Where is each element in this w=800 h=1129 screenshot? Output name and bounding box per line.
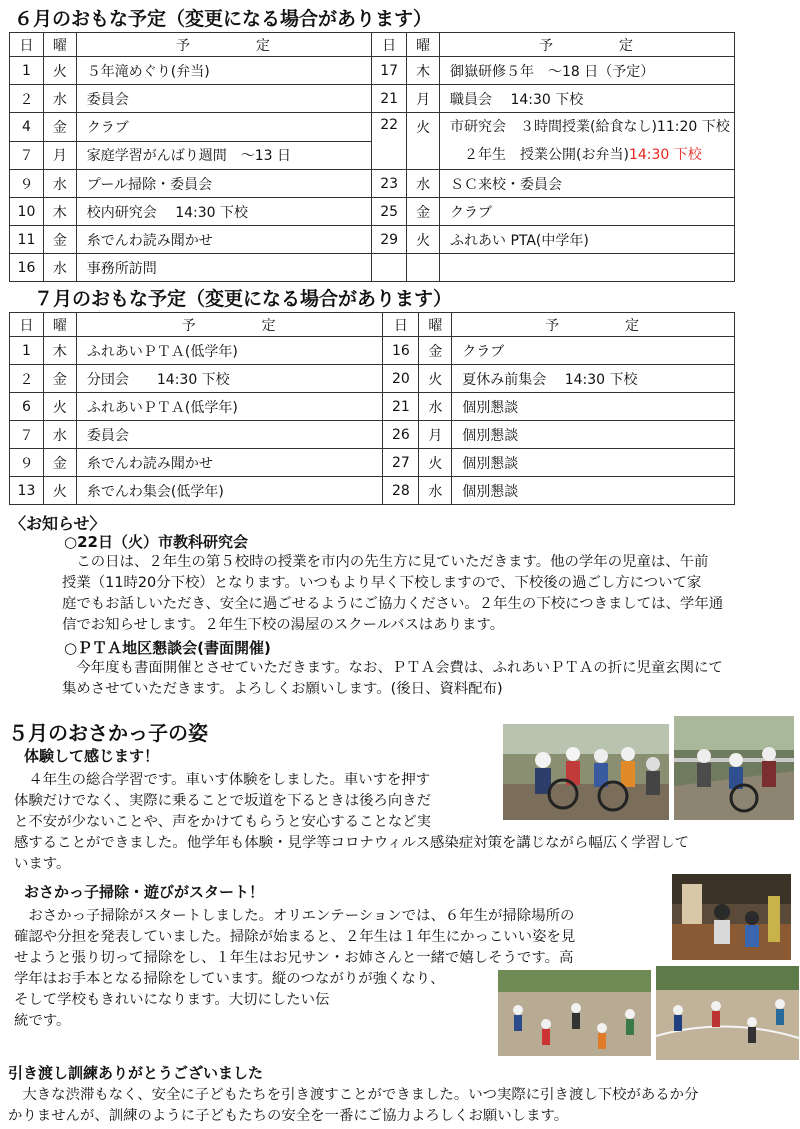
- event-cell: ふれあいＰＴＡ(低学年): [76, 393, 383, 421]
- june-heading: ６月のおもな予定（変更になる場合があります）: [14, 8, 433, 30]
- wheelchair-slope-photo: [674, 716, 794, 820]
- event-cell: 御嶽研修５年 ～18 日（予定）: [440, 57, 735, 85]
- cleaning-photo: [672, 874, 791, 960]
- event-cell: 家庭学習がんばり週間 ～13 日: [76, 141, 371, 170]
- may-heading: ５月のおさかっ子の姿: [8, 721, 208, 745]
- table-row: [10, 113, 735, 142]
- text-line: と不安が少ないことや、声をかけてもらうと安心することなど実: [14, 814, 432, 830]
- event-cell: 糸でんわ集会(低学年): [76, 477, 383, 505]
- event-cell: クラブ: [76, 113, 371, 142]
- event-cell: 個別懇談: [452, 421, 735, 449]
- weekday-cell: 木: [43, 337, 76, 365]
- event-cell: ５年滝めぐり(弁当): [76, 57, 371, 85]
- day-cell: 23: [372, 170, 407, 198]
- day-cell: 1: [10, 337, 44, 365]
- weekday-cell: 木: [43, 198, 76, 226]
- text-line: ４年生の総合学習です。車いす体験をしました。車いすを押す: [14, 772, 431, 788]
- day-cell: 25: [372, 198, 407, 226]
- header-plan: 予 定: [76, 33, 371, 57]
- text-line: おさかっ子掃除がスタートしました。オリエンテーションでは、６年生が掃除場所の: [14, 908, 575, 924]
- day-cell: 26: [383, 421, 419, 449]
- header-day: 日: [10, 313, 44, 337]
- day-cell: 11: [10, 226, 44, 254]
- text-line: せようと張り切って掃除をし、１年生はお兄サン・お姉さんと一緒で嬉しそうです。高: [14, 950, 574, 966]
- header-day: 日: [383, 313, 419, 337]
- table-row: [10, 365, 735, 393]
- may-section3-title: 引き渡し訓練ありがとうございました: [8, 1064, 264, 1082]
- event-text: ２年生 授業公開(お弁当): [450, 147, 629, 163]
- table-row: [10, 393, 735, 421]
- may-section1-title: 体験して感じます！: [24, 747, 160, 765]
- weekday-cell: 火: [43, 477, 76, 505]
- weekday-cell: 水: [43, 85, 76, 113]
- table-header-row: [10, 33, 735, 57]
- table-row: [10, 254, 735, 282]
- event-line: 市研究会 ３時間授業(給食なし)11:20 下校: [450, 119, 730, 135]
- event-cell: [440, 254, 735, 282]
- text-line: 信でお知らせします。２年生下校の湯屋のスクールバスはあります。: [62, 617, 505, 633]
- playground-photo: [498, 970, 651, 1056]
- event-cell: 個別懇談: [452, 477, 735, 505]
- july-heading: ７月のおもな予定（変更になる場合があります）: [34, 288, 453, 310]
- text-line: 確認や分担を発表していました。掃除が始まると、２年生は１年生にかっこいい姿を見: [14, 929, 576, 945]
- notice-title: 〈お知らせ〉: [10, 514, 106, 533]
- may-section3-body: [8, 1085, 698, 1127]
- weekday-cell: 火: [43, 57, 76, 85]
- weekday-cell: 金: [419, 337, 452, 365]
- table-row: [10, 337, 735, 365]
- may-section2-title: おさかっ子掃除・遊びがスタート！: [24, 883, 265, 901]
- weekday-cell: 火: [43, 393, 76, 421]
- event-cell: 個別懇談: [452, 449, 735, 477]
- day-cell: 21: [383, 393, 419, 421]
- table-row: [10, 226, 735, 254]
- event-cell: 校内研究会 14:30 下校: [76, 198, 371, 226]
- text-line: 集めさせていただきます。よろしくお願いします。(後日、資料配布): [62, 681, 503, 697]
- event-time-highlight: 14:30 下校: [628, 147, 702, 163]
- day-cell: 16: [383, 337, 419, 365]
- weekday-cell: 水: [43, 170, 76, 198]
- day-cell: 1: [10, 57, 44, 85]
- weekday-cell: 木: [407, 57, 440, 85]
- weekday-cell: 月: [43, 141, 76, 170]
- event-cell: クラブ: [452, 337, 735, 365]
- day-cell: ７: [10, 421, 44, 449]
- weekday-cell: 月: [407, 85, 440, 113]
- may-section2-body: [14, 906, 575, 1032]
- table-row: [10, 421, 735, 449]
- text-line: 今年度も書面開催とさせていただきます。なお、ＰＴＡ会費は、ふれあいＰＴＡの折に児童玄関にて: [62, 660, 723, 676]
- event-cell: 委員会: [76, 85, 371, 113]
- header-weekday: 曜: [407, 33, 440, 57]
- event-cell: 糸でんわ読み聞かせ: [76, 226, 371, 254]
- event-line: [450, 141, 734, 169]
- text-line: 大きな渋滞もなく、安全に子どもたちを引き渡すことができました。いつ実際に引き渡し下校があるか分: [8, 1087, 699, 1103]
- day-cell: 10: [10, 198, 44, 226]
- header-weekday: 曜: [43, 313, 76, 337]
- day-cell: 13: [10, 477, 44, 505]
- playground-photo-2: [656, 966, 799, 1060]
- day-cell: 4: [10, 113, 44, 142]
- weekday-cell: 水: [407, 170, 440, 198]
- weekday-cell: 火: [407, 113, 440, 170]
- event-cell: ふれあいＰＴＡ(低学年): [76, 337, 383, 365]
- weekday-cell: 金: [43, 365, 76, 393]
- day-cell: 16: [10, 254, 44, 282]
- header-day: 日: [10, 33, 44, 57]
- header-day: 日: [372, 33, 407, 57]
- table-header-row: [10, 313, 735, 337]
- notice-item2-title: ○ＰＴＡ地区懇談会(書面開催): [64, 639, 271, 657]
- header-plan: 予 定: [440, 33, 735, 57]
- day-cell: 17: [372, 57, 407, 85]
- event-cell: 職員会 14:30 下校: [440, 85, 735, 113]
- day-cell: 20: [383, 365, 419, 393]
- weekday-cell: 月: [419, 421, 452, 449]
- weekday-cell: 火: [419, 365, 452, 393]
- header-plan: 予 定: [452, 313, 735, 337]
- text-line: 庭でもお話しいただき、安全に過ごせるようにご協力ください。２年生の下校につきましては、学年通: [62, 596, 724, 612]
- weekday-cell: 金: [407, 198, 440, 226]
- day-cell: ２: [10, 365, 44, 393]
- june-schedule-table: [9, 32, 735, 282]
- table-row: [10, 170, 735, 198]
- weekday-cell: 水: [419, 477, 452, 505]
- event-cell: ふれあい PTA(中学年): [440, 226, 735, 254]
- weekday-cell: 水: [419, 393, 452, 421]
- weekday-cell: 水: [43, 254, 76, 282]
- event-cell: ＳＣ来校・委員会: [440, 170, 735, 198]
- weekday-cell: 火: [419, 449, 452, 477]
- header-weekday: 曜: [419, 313, 452, 337]
- event-cell: クラブ: [440, 198, 735, 226]
- july-schedule-table: [9, 312, 735, 505]
- event-cell: プール掃除・委員会: [76, 170, 371, 198]
- day-cell: ９: [10, 449, 44, 477]
- day-cell: ７: [10, 141, 44, 170]
- weekday-cell: 水: [43, 421, 76, 449]
- wheelchair-photo: [503, 724, 669, 820]
- event-cell: 夏休み前集会 14:30 下校: [452, 365, 735, 393]
- event-cell: 分団会 14:30 下校: [76, 365, 383, 393]
- weekday-cell: 金: [43, 226, 76, 254]
- day-cell: 28: [383, 477, 419, 505]
- event-cell: 事務所訪問: [76, 254, 371, 282]
- text-line: います。: [14, 856, 71, 872]
- table-row: [10, 198, 735, 226]
- event-cell: 個別懇談: [452, 393, 735, 421]
- day-cell: 6: [10, 393, 44, 421]
- table-row: [10, 57, 735, 85]
- day-cell: 22: [372, 113, 407, 170]
- day-cell: ９: [10, 170, 44, 198]
- table-row: [10, 477, 735, 505]
- day-cell: 21: [372, 85, 407, 113]
- text-line: この日は、２年生の第５校時の授業を市内の先生方に見ていただきます。他の学年の児童は、午前: [62, 554, 709, 570]
- table-row: [10, 85, 735, 113]
- day-cell: ２: [10, 85, 44, 113]
- event-cell: 糸でんわ読み聞かせ: [76, 449, 383, 477]
- event-cell: 委員会: [76, 421, 383, 449]
- notice-item2-body: [62, 658, 723, 700]
- text-line: そして学校もきれいになります。大切にしたい伝: [14, 992, 330, 1008]
- day-cell: 29: [372, 226, 407, 254]
- weekday-cell: 火: [407, 226, 440, 254]
- notice-item1-title: ○22日（火）市教科研究会: [64, 533, 248, 551]
- day-cell: [372, 254, 407, 282]
- header-weekday: 曜: [43, 33, 76, 57]
- text-line: かりませんが、訓練のように子どもたちの安全を一番にご協力よろしくお願いします。: [8, 1108, 569, 1124]
- notice-item1-body: [62, 552, 723, 636]
- weekday-cell: [407, 254, 440, 282]
- text-line: 感することができました。他学年も体験・見学等コロナウィルス感染症対策を講じながら幅広く学習して: [14, 835, 690, 851]
- text-line: 統です。: [14, 1013, 71, 1029]
- text-line: 体験だけでなく、実際に乗ることで坂道を下るときは後ろ向きだ: [14, 793, 432, 809]
- day-cell: 27: [383, 449, 419, 477]
- event-cell: [440, 113, 735, 170]
- text-line: 学年はお手本となる掃除をしています。縦のつながりが強くなり、: [14, 971, 445, 987]
- text-line: 授業（11時20分下校）となります。いつもより早く下校しますので、下校後の過ごし方について家: [62, 575, 702, 591]
- table-row: [10, 449, 735, 477]
- weekday-cell: 金: [43, 449, 76, 477]
- weekday-cell: 金: [43, 113, 76, 142]
- header-plan: 予 定: [76, 313, 383, 337]
